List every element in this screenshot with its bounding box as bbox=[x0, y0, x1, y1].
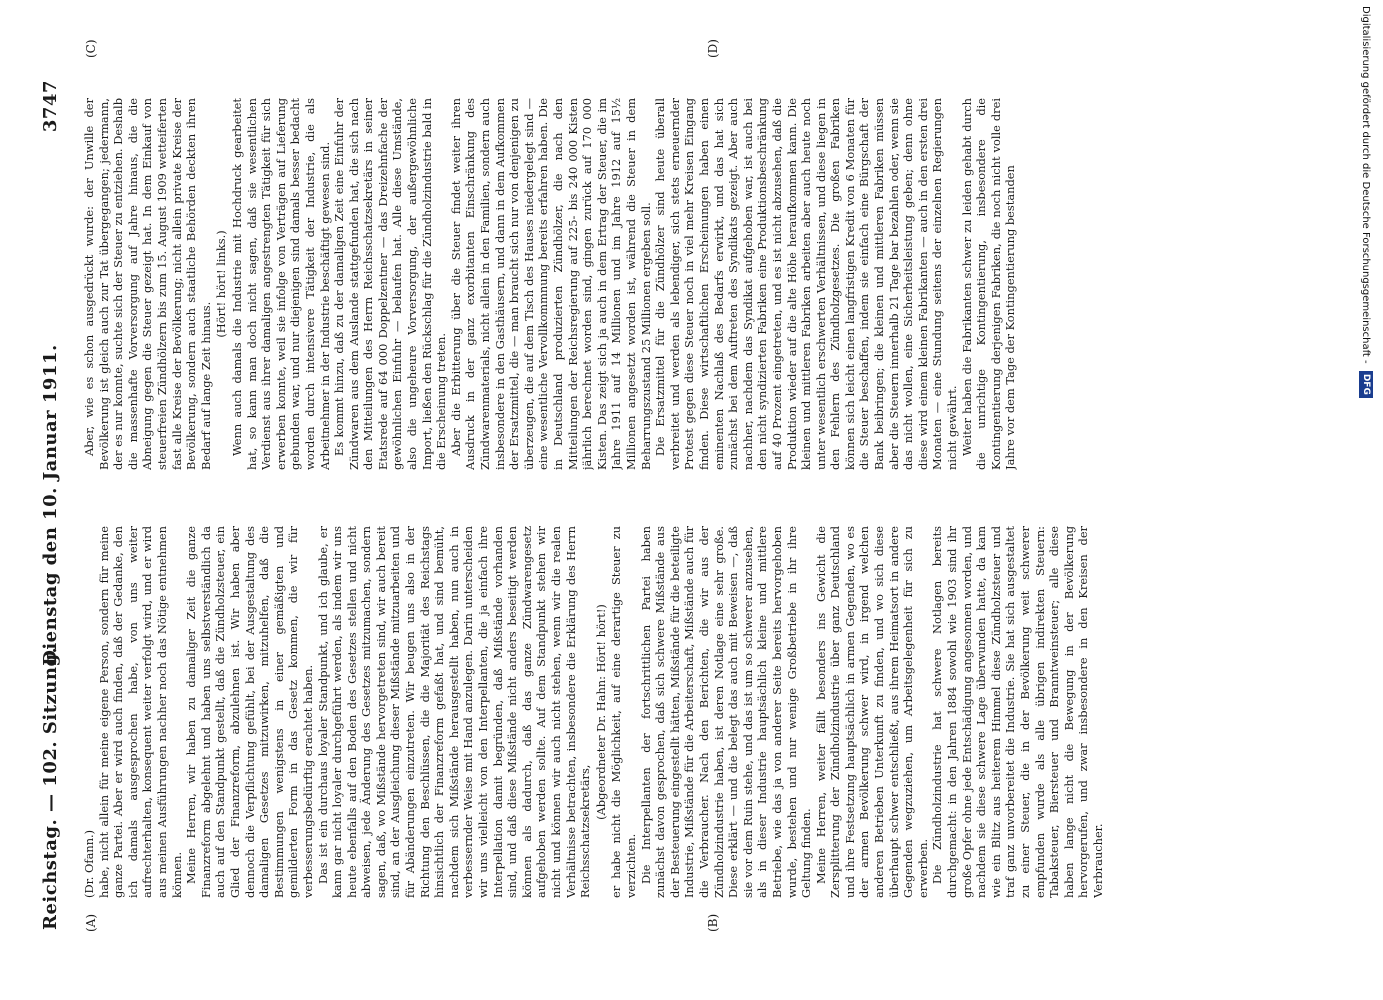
digitization-credit bbox=[1355, 6, 1375, 996]
left-column bbox=[82, 526, 1323, 898]
paragraph: Die Interpellanten der fortschrittlichen Partei haben zunächst davon gesprochen, daß sich schwere Mißstände aus der Besteuerung eingestellt hätten, Mißstände für die beteiligte Industrie, Mißstände für die Arbeiterschaft, Mißstände auch für die Verbraucher. Nach den Berichten, die wir aus der Zündholzindustrie haben, ist deren Notlage eine sehr große. Diese erklärt — und die belegt das auch mit Beweisen —, daß sie vor dem Ruin stehe, und das ist um so schwerer anzusehen, als in dieser Industrie hauptsächlich kleine und mittlere Betriebe, wie das ja von anderer Seite bereits hervorgehoben wurde, bestehen und nur wenige Großbetriebe in ihr ihre Geltung finden. bbox=[638, 526, 814, 898]
paragraph: Das ist ein durchaus loyaler Standpunkt, und ich glaube, er kann gar nicht loyaler durchgeführt werden, als indem wir uns heute ebenfalls auf den Boden des Gesetzes stellen und nicht abweisen, jede Änderung des Gesetzes mitzumachen, sondern sagen, daß, wo Mißstände hervorgetreten sind, wir auch bereit sind, an der Ausgleichung dieser Mißstände mitzuarbeiten und für Abänderungen einzutreten. Wir beugen uns also in der Richtung den Beschlüssen, die die Majorität des Reichstags hinsichtlich der Finanzreform gefaßt hat, und sind bemüht, nachdem sich Mißstände herausgestellt haben, nun auch in verbessernder Weise mit Hand anzulegen. Darin unterscheiden wir uns vielleicht von den Interpellanten, die ja einfach ihre Interpellation damit begründen, daß Mißstände vorhanden sind, und daß diese Mißstände nicht anders beseitigt werden können als dadurch, daß das ganze Zündwarengesetz aufgehoben werden sollte. Auf dem Standpunkt stehen wir nicht und können wir auch nicht stehen, wenn wir die realen Verhältnisse betrachten, insbesondere die Erklärung des Herrn Reichsschatzsekretärs, bbox=[315, 526, 593, 898]
margin-mark-c: (C) bbox=[84, 39, 98, 58]
credit-text: Digitalisierung gefördert durch die Deutsche Forschungsgemeinschaft - bbox=[1360, 6, 1371, 364]
margin-mark-a: (A) bbox=[84, 913, 98, 932]
interjection: (Hört! hört! links.) bbox=[214, 230, 229, 338]
running-head-left: Reichstag. — 102. Sitzung. bbox=[40, 646, 61, 930]
margin-mark-b: (B) bbox=[706, 913, 720, 932]
right-column bbox=[82, 98, 1323, 470]
paragraph: Meine Herren, wir haben zu damaliger Zeit die ganze Finanzreform abgelehnt und haben uns selbstverständlich da auch auf den Standpunkt gestellt, daß die Zündholzsteuer, ein Glied der Finanzreform, abzulehnen ist. Wir haben aber dennoch die Verpflichtung gefühlt, bei der Ausgestaltung des damaligen Gesetzes mitzuwirken, mitzuhelfen, daß die Bestimmungen wenigstens in einer gemäßigten und gemilderten Form in das Gesetz kommen, die wir für verbesserungsbedürftig erachtet haben. bbox=[184, 526, 315, 898]
page-header bbox=[40, 80, 68, 930]
running-head-date: Dienstag den 10. Januar 1911. bbox=[40, 344, 61, 666]
paragraph: Meine Herren, weiter fällt besonders ins Gewicht die Zersplitterung der Zündholzindustrie über ganz Deutschland und ihre Festsetzung hauptsächlich in armen Gegenden, wo es der armen Bevölkerung schwer wird, in irgend welchen anderen Betrieben Unterkunft zu finden, und wo sich diese überhaupt schwer entschließt, aus ihrem Heimatsort in andere Gegenden wegzuziehen, um Arbeitsgelegenheit für sich zu erwerben. bbox=[813, 526, 930, 898]
paragraph: Weiter haben die Fabrikanten schwer zu leiden gehabt durch die unrichtige Kontingentierung, insbesondere die Kontingentierung derjenigen Fabriken, die noch nicht volle drei Jahre vor dem Tage der Kontingentierung bestanden bbox=[959, 98, 1018, 470]
paragraph: Die Zündholzindustrie hat schwere Notlagen bereits durchgemacht: in den Jahren 1884 sowohl wie 1903 sind ihr große Opfer ohne jede Entschädigung angesonnen worden, und nachdem sie diese schwere Lage überwunden hatte, da kam wie ein Blitz aus heiterem Himmel diese Zündholzsteuer und traf ganz unvorbereitet die Industrie. Sie hat sich ausgestaltet zu einer Steuer, die in der Bevölkerung weit schwerer empfunden wurde als alle übrigen indirekten Steuern: Tabaksteuer, Biersteuer und Branntweinsteuer; alle diese haben lange nicht die Bewegung in der Bevölkerung hervorgerufen, und zwar insbesondere in den Kreisen der Verbraucher. bbox=[930, 526, 1105, 898]
paragraph: Wenn auch damals die Industrie mit Hochdruck gearbeitet hat, so kann man doch nicht sagen, daß sie wesentlichen Verdienst aus ihrer damaligen angestrengten Tätigkeit für sich erwerben konnte, weil sie infolge von Verträgen auf Lieferung gebunden war, und nur diejenigen sind damals besser bedacht worden durch intensivere Tätigkeit der Industrie, die als Arbeitnehmer in der Industrie beschäftigt gewesen sind. bbox=[229, 98, 332, 470]
dfg-logo: DFG bbox=[1359, 371, 1373, 398]
paragraph: Die Ersatzmittel für die Zündhölzer sind heute überall verbreitet und werden als lebendiger, sich stets erneuernder Protest gegen diese Steuer noch in viel mehr Kreisen Eingang finden. Diese wirtschaftlichen Erscheinungen haben einen eminenten Nachlaß des Bedarfs erwirkt, und das hat sich zunächst bei dem Auftreten des Syndikats gezeigt. Aber auch nachher, nachdem das Syndikat aufgehoben war, ist auch bei den nicht syndizierten Fabriken eine Produktionsbeschränkung auf 40 Prozent eingetreten, und es ist nicht abzusehen, daß die Produktion wieder auf die alte Höhe heraufkommen kann. Die kleinen und mittleren Fabriken arbeiten aber auch heute noch unter wesentlich erschwerten Verhältnissen, und diese liegen in den Fehlern des Zündholzgesetzes. Die großen Fabriken können sich leicht einen langfristigen Kredit von 6 Monaten für die Steuer beschaffen, indem sie einfach eine Bürgschaft der Bank beibringen; die kleinen und mittleren Fabriken müssen aber die Steuern innerhalb 21 Tage bar bezahlen oder, wenn sie das nicht wollen, eine Sicherheitsleistung geben; denn ohne diese wird einem kleinen Fabrikanten — auch in den ersten drei Monaten — eine Stundung seitens der einzelnen Regierungen nicht gewährt. bbox=[653, 98, 960, 470]
paragraph: Es kommt hinzu, daß zu der damaligen Zeit eine Einfuhr der Zündwaren aus dem Auslande stattgefunden hat, die sich nach den Mitteilungen des Herrn Reichsschatzsekretärs in seiner Etatsrede auf 64 000 Doppelzentner — das Dreizehnfache der gewöhnlichen Einfuhr — belaufen hat. Alle diese Umstände, also die ungeheure Vorversorgung, der außergewöhnliche Import, ließen den Rückschlag für die Zündholzindustrie bald in die Erscheinung treten. bbox=[332, 98, 449, 470]
interjection: (Abgeordneter Dr. Hahn: Hört! hört!) bbox=[593, 604, 608, 820]
page-number: 3747 bbox=[40, 80, 61, 133]
paragraph: Aber, wie es schon ausgedrückt wurde: der Unwille der Bevölkerung ist gleich auch zur Tat übergegangen; jedermann, der es nur konnte, suchte sich der Steuer zu entziehen. Deshalb die massenhafte Vorversorgung auf Jahre hinaus, die die Abneigung gegen die Steuer gezeigt hat. In dem Einkauf von steuerfreien Zündhölzern bis zum 15. August 1909 wetteiferten fast alle Kreise der Bevölkerung; nicht allein private Kreise der Bevölkerung, sondern auch staatliche Behörden deckten ihren Bedarf auf lange Zeit hinaus. bbox=[82, 98, 213, 470]
paragraph: habe, nicht allein für meine eigene Person, sondern für meine ganze Partei. Aber er wird auch finden, daß der Gedanke, den ich damals ausgesprochen habe, von uns weiter aufrechterhalten, konsequent weiter verfolgt wird, und er wird aus meinen Ausführungen nachher noch das Nötige entnehmen können. bbox=[96, 526, 184, 898]
paragraph: er habe nicht die Möglichkeit, auf eine derartige Steuer zu verzichten. bbox=[609, 526, 638, 898]
speaker-label: (Dr. Ofann.) bbox=[82, 829, 96, 898]
margin-mark-d: (D) bbox=[706, 39, 720, 58]
paragraph: Aber die Erbitterung über die Steuer findet weiter ihren Ausdruck in der ganz exorbitanten Einschränkung des Zündwarenmaterials, nicht allein in den Familien, sondern auch insbesondere in den Gasthäusern, und dann in dem Aufkommen der Ersatzmittel, die — man braucht sich nur von denjenigen zu überzeugen, die auf dem Tisch des Hauses niedergelegt sind — eine wesentliche Vervollkommnung bereits erfahren haben. Die in Deutschland produzierten Zündhölzer, die nach den Mitteilungen der Reichsregierung auf 225- bis 240 000 Kisten jährlich berechnet worden sind, gingen zurück auf 170 000 Kisten. Das zeigt sich ja auch in dem Ertrag der Steuer, die im Jahre 1911 auf 14 Millionen und im Jahre 1912 auf 15½ Millionen angesetzt worden ist, während die Steuer in dem Beharrungszustand 25 Millionen ergeben soll. bbox=[448, 98, 653, 470]
